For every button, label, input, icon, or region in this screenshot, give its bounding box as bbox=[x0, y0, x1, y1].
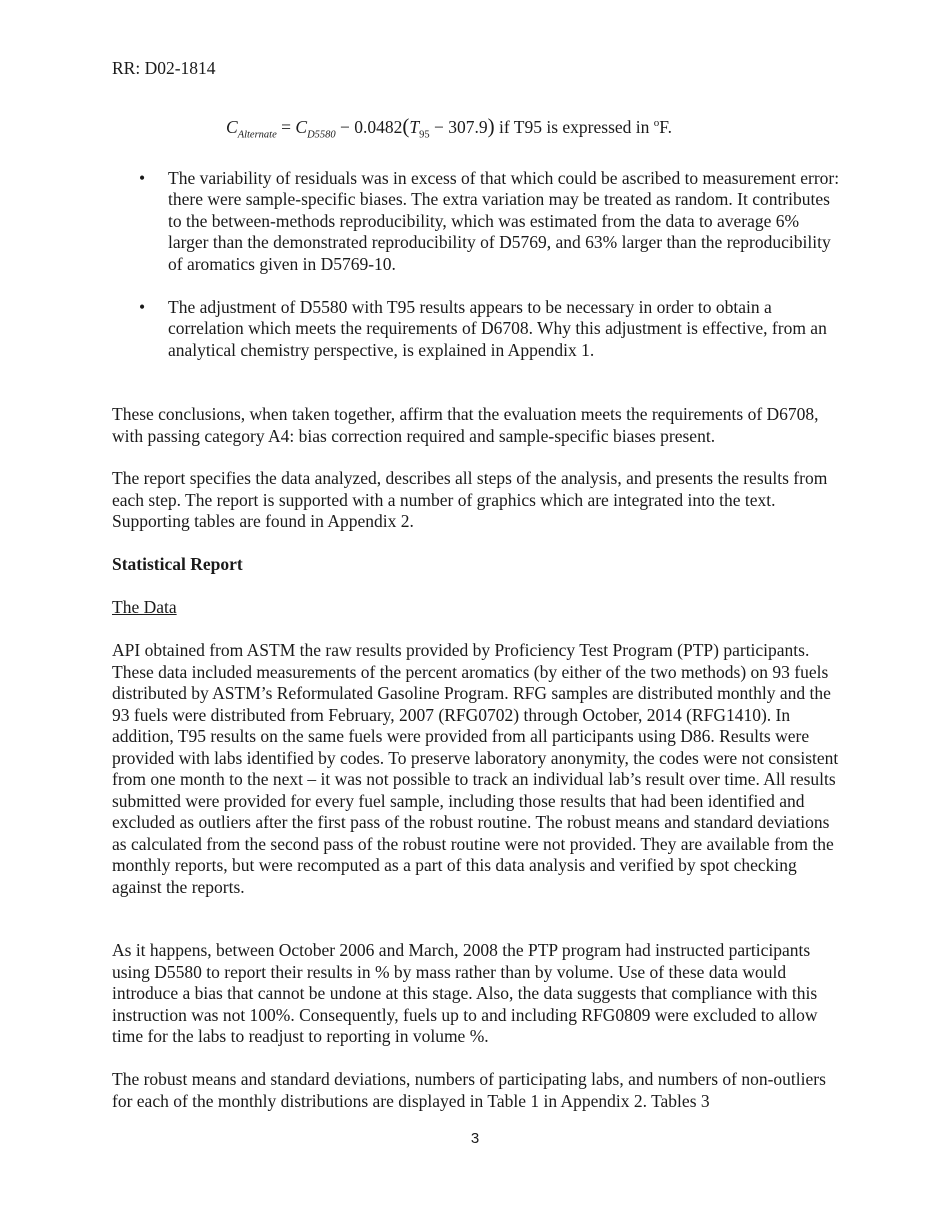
eq-condition: if T95 is expressed in bbox=[494, 117, 654, 137]
bullet-item bbox=[112, 168, 840, 275]
eq-equals: = bbox=[276, 117, 296, 137]
bullet-dot: • bbox=[139, 168, 146, 188]
eq-degree: o bbox=[653, 117, 660, 130]
page-number: 3 bbox=[470, 1130, 480, 1147]
eq-coefficient: − 0.0482 bbox=[335, 117, 403, 137]
heading-the-data: The Data bbox=[112, 597, 177, 617]
conclusion-bullets bbox=[112, 168, 840, 361]
eq-c-alternate: C bbox=[226, 117, 238, 137]
paragraph-conclusions: These conclusions, when taken together, affirm that the evaluation meets the requirements of D6708, with passing category A4: bias correction required and sample-specific biases present. bbox=[112, 404, 819, 446]
paragraph-robust-means: The robust means and standard deviations, numbers of participating labs, and numbers of non-outliers for each of the monthly distributions are displayed in Table 1 in Appendix 2. Tables 3 bbox=[112, 1069, 826, 1111]
bullet-item bbox=[112, 297, 840, 361]
paragraph-data: API obtained from ASTM the raw results provided by Proficiency Test Program (PTP) participants. These data included measurements of the percent aromatics (by either of the two methods) on 93 fuels distributed by ASTM’s Reformulated Gasoline Program. RFG samples are distributed monthly and the 93 fuels were distributed from February, 2007 (RFG0702) through October, 2014 (RFG1410). In addition, T95 results on the same fuels were provided from all participants using D86. Results were provided with labs identified by codes. To preserve laboratory anonymity, the codes were not consistent from one month to the next – it was not possible to track an individual lab’s result over time. All results submitted were provided for every fuel sample, including those results that had been identified and excluded as outliers after the first pass of the robust routine. The robust means and standard deviations as calculated from the second pass of the robust routine were not provided. They are available from the monthly reports, but were recomputed as a part of this data analysis and verified by spot checking against the reports. bbox=[112, 640, 839, 897]
report-id: RR: D02-1814 bbox=[112, 58, 216, 78]
bullet-text: The variability of residuals was in excess of that which could be ascribed to measurement error: there were sample-specific biases. The extra variation may be treated as random. It contributes to the between-methods reproducibility, which was estimated from the data to average 6% larger than the demonstrated reproducibility of D5769, and 63% larger than the reproducibility of aromatics given in D5769-10. bbox=[168, 168, 840, 274]
eq-t-sub: 95 bbox=[419, 129, 430, 141]
eq-sub-alternate: Alternate bbox=[237, 129, 277, 141]
eq-lparen: ( bbox=[402, 114, 410, 138]
eq-c-d5580: C bbox=[295, 117, 308, 137]
bullet-text: The adjustment of D5580 with T95 results appears to be necessary in order to obtain a correlation which meets the requirements of D6708. Why this adjustment is effective, from an analytical chemistry perspective, is explained in Appendix 1. bbox=[168, 297, 827, 360]
eq-constant: − 307.9 bbox=[429, 117, 488, 137]
bullet-dot: • bbox=[139, 297, 146, 318]
eq-rparen: ) bbox=[487, 114, 495, 138]
paragraph-report: The report specifies the data analyzed, describes all steps of the analysis, and presents the results from each step. The report is supported with a number of graphics which are integrated into the text. Supporting tables are found in Appendix 2. bbox=[112, 468, 828, 531]
eq-t: T bbox=[409, 117, 420, 137]
paragraph-as-it-happens: As it happens, between October 2006 and March, 2008 the PTP program had instructed participants using D5580 to report their results in % by mass rather than by volume. Use of these data would introduce a bias that cannot be undone at this stage. Also, the data suggests that compliance with this instruction was not 100%. Consequently, fuels up to and including RFG0809 were excluded to allow time for the labs to readjust to reporting in volume %. bbox=[112, 940, 818, 1046]
heading-statistical-report: Statistical Report bbox=[112, 554, 243, 574]
eq-unit: F. bbox=[659, 117, 672, 137]
equation bbox=[226, 114, 672, 141]
eq-sub-d5580: D5580 bbox=[307, 129, 336, 141]
